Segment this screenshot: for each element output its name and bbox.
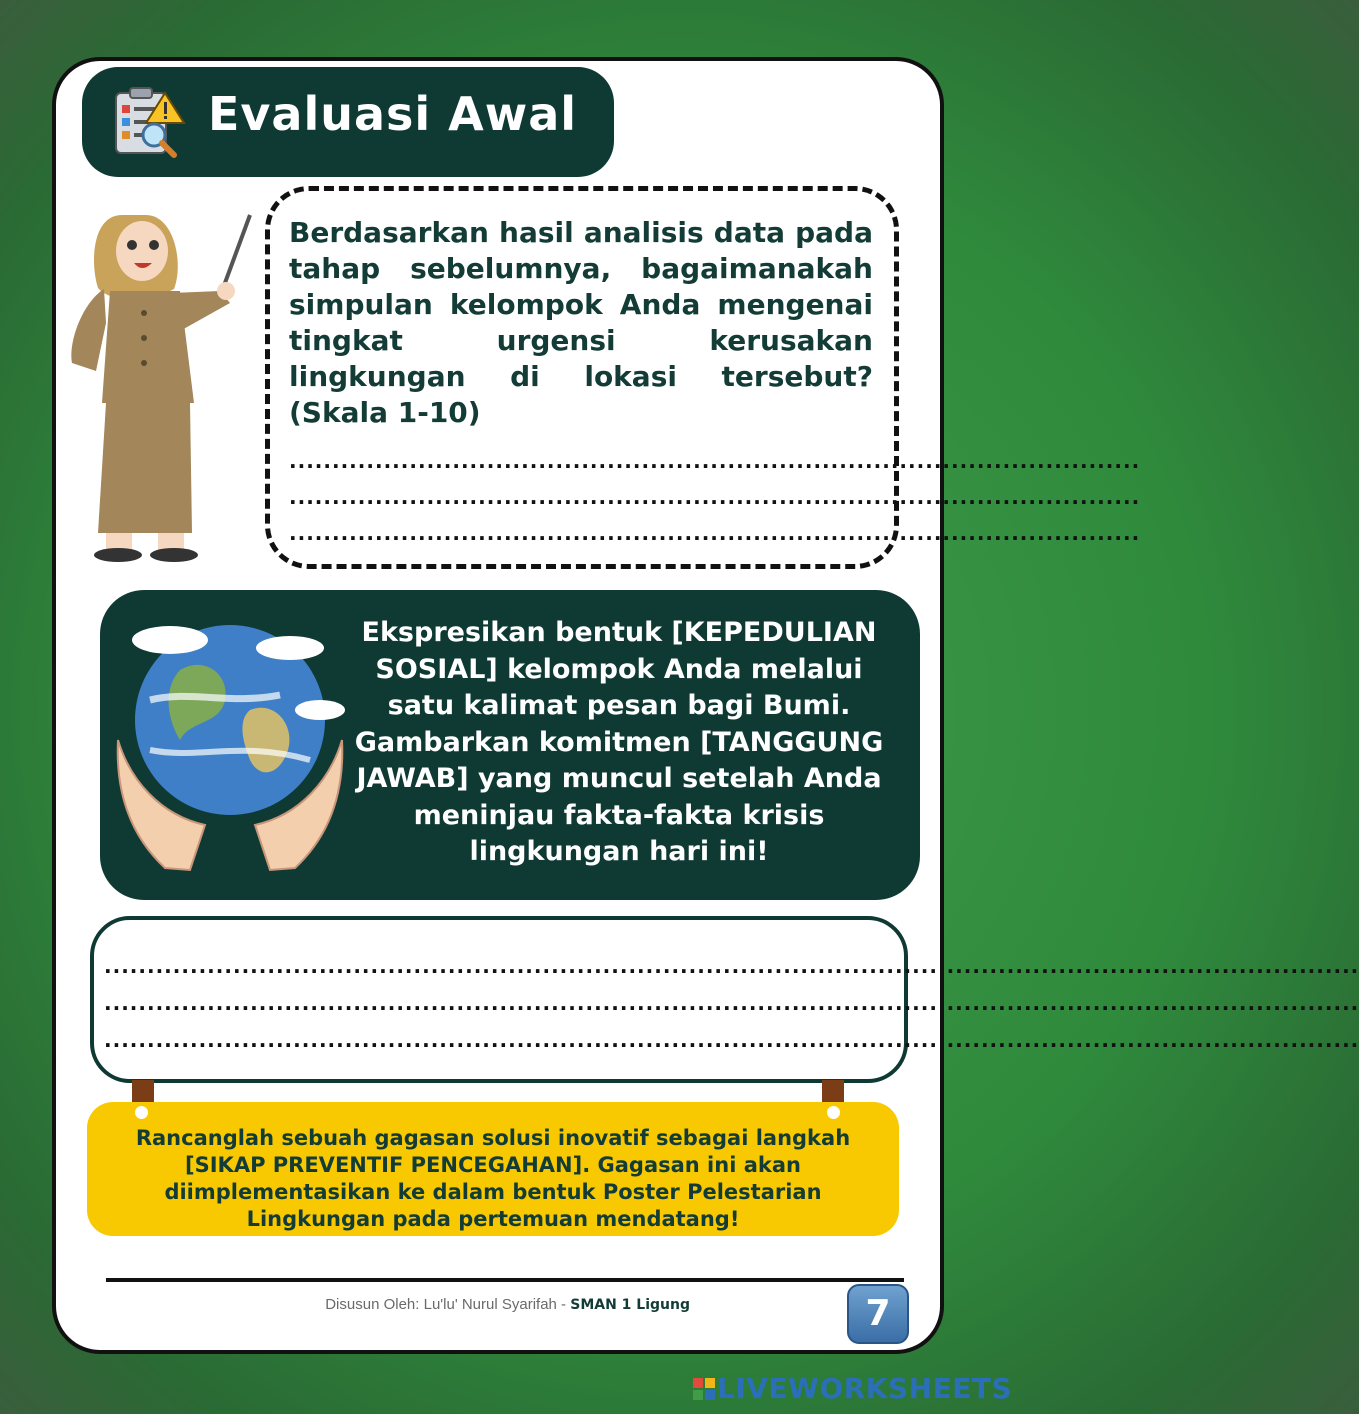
- question2-answer-line-2[interactable]: ..................................................................................................................................................: [104, 991, 1359, 1015]
- page-number-badge: 7: [847, 1284, 909, 1344]
- footer-author: Disusun Oleh: Lu'lu' Nurul Syarifah -: [325, 1296, 571, 1313]
- clipboard-magnifier-warning-icon: [110, 85, 186, 159]
- question2-answer-line-3[interactable]: ..................................................................................................................................................: [104, 1028, 1359, 1052]
- question1-answer-line-1[interactable]: ...................................................................................................: [289, 449, 1141, 473]
- nail-right: [827, 1106, 840, 1119]
- page-title: Evaluasi Awal: [208, 87, 578, 141]
- footer-credit: [325, 1296, 690, 1313]
- question1-answer-line-2[interactable]: ...................................................................................................: [289, 485, 1141, 509]
- earth-in-hands-icon: [110, 600, 350, 875]
- footer-divider: [106, 1278, 904, 1282]
- liveworksheets-logo-icon: [693, 1378, 715, 1400]
- question2-text: Ekspresikan bentuk [KEPEDULIAN SOSIAL] kelompok Anda melalui satu kalimat pesan bagi Bumi. Gambarkan komitmen [TANGGUNG JAWAB] yang muncul setelah Anda meninjau fakta-fakta krisis lingkungan hari ini!: [354, 617, 884, 867]
- footer-school: SMAN 1 Ligung: [570, 1297, 690, 1313]
- liveworksheets-wordmark: LIVEWORKSHEETS: [717, 1372, 1013, 1405]
- question3-text: Rancanglah sebuah gagasan solusi inovatif sebagai langkah [SIKAP PREVENTIF PENCEGAHAN]. Gagasan ini akan diimplementasikan ke dalam bentuk Poster Pelestarian Lingkungan pada pertemuan mendatang!: [135, 1126, 851, 1231]
- teacher-illustration: [62, 193, 252, 573]
- title-banner: [82, 67, 614, 177]
- question1-answer-line-3[interactable]: ...................................................................................................: [289, 521, 1141, 545]
- question2-answer-line-1[interactable]: ..................................................................................................................................................: [104, 954, 1359, 978]
- question1-text: Berdasarkan hasil analisis data pada tahap sebelumnya, bagaimanakah simpulan kelompok Anda mengenai tingkat urgensi kerusakan lingkungan di lokasi tersebut? (Skala 1-10): [289, 216, 873, 429]
- nail-left: [135, 1106, 148, 1119]
